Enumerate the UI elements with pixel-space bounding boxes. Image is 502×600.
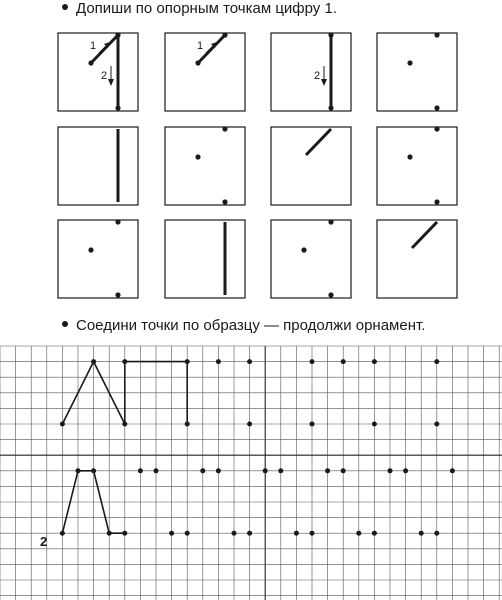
arrow-label: 1 <box>197 40 204 52</box>
page-number: 2 <box>40 534 48 549</box>
grid-dot <box>278 468 283 473</box>
grid-dot <box>247 422 252 427</box>
arrow-label: 1 <box>90 40 97 52</box>
grid-dot <box>372 531 377 536</box>
grid-dot <box>372 422 377 427</box>
instruction-text-1: Допиши по опорным точкам цифру 1. <box>76 0 337 17</box>
grid-dot <box>419 531 424 536</box>
grid-dot <box>122 359 127 364</box>
grid-dot <box>122 422 127 427</box>
instruction-text-2: Соедини точки по образцу — продолжи орнамент. <box>76 317 426 334</box>
grid-dot <box>200 468 205 473</box>
grid-dot <box>388 468 393 473</box>
grid-dot <box>232 531 237 536</box>
grid-dot <box>341 468 346 473</box>
grid-dot <box>263 468 268 473</box>
grid-dot <box>310 422 315 427</box>
grid-dot <box>247 531 252 536</box>
grid-dot <box>185 359 190 364</box>
grid-dot <box>169 531 174 536</box>
grid-dot <box>341 359 346 364</box>
grid-dot <box>434 422 439 427</box>
grid-dot <box>310 531 315 536</box>
grid-dot <box>403 468 408 473</box>
grid-dot <box>450 468 455 473</box>
arrow-label: 2 <box>314 70 321 82</box>
grid-dot <box>76 468 81 473</box>
grid-dot <box>60 422 65 427</box>
grid-lines <box>0 346 502 600</box>
grid-dot <box>154 468 159 473</box>
grid-dot <box>185 422 190 427</box>
grid-dot <box>356 531 361 536</box>
grid-dot <box>107 531 112 536</box>
grid-dot <box>122 531 127 536</box>
grid-dot <box>294 531 299 536</box>
ornament-dots <box>60 359 455 536</box>
grid-dot <box>216 468 221 473</box>
grid-dot <box>325 468 330 473</box>
grid-dot <box>247 359 252 364</box>
grid-dot <box>138 468 143 473</box>
grid-dot <box>91 359 96 364</box>
grid-dot <box>310 359 315 364</box>
arrow-label: 2 <box>101 70 108 82</box>
grid-dot <box>91 468 96 473</box>
grid-dot <box>372 359 377 364</box>
grid-dot <box>434 359 439 364</box>
grid-dot <box>185 531 190 536</box>
grid-dot <box>60 531 65 536</box>
grid-dot <box>216 359 221 364</box>
grid-dot <box>434 531 439 536</box>
